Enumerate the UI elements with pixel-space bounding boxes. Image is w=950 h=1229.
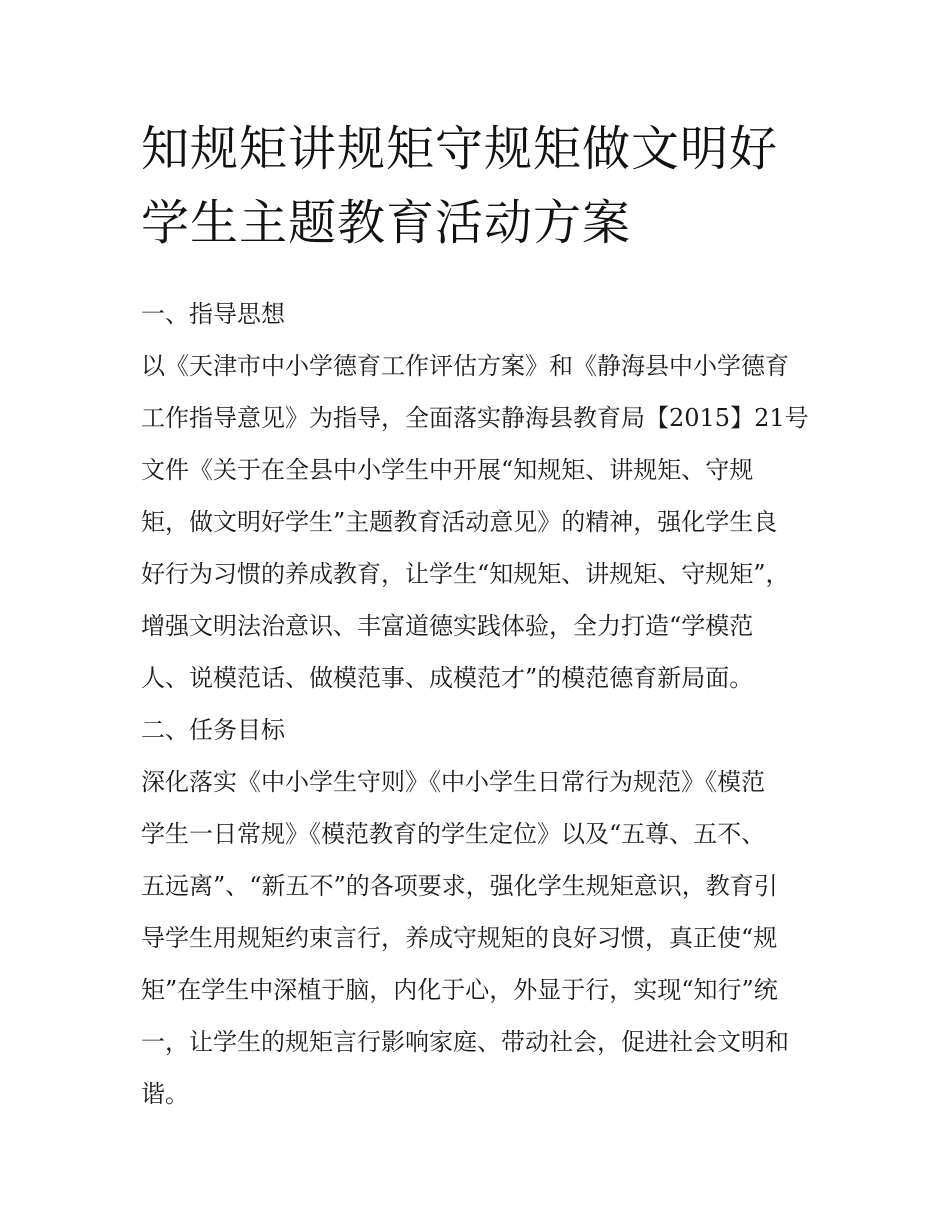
paragraph-line: 一，让学生的规矩言行影响家庭、带动社会，促进社会文明和	[141, 1028, 789, 1056]
section-paragraph	[141, 340, 813, 704]
paragraph-line: 人、说模范话、做模范事、成模范才”的模范德育新局面。	[141, 664, 754, 692]
section-paragraph	[141, 756, 813, 1120]
section-guiding-ideology	[141, 288, 813, 704]
paragraph-line: 导学生用规矩约束言行，养成守规矩的良好习惯，真正使“规	[141, 924, 778, 952]
paragraph-line: 文件《关于在全县中小学生中开展“知规矩、讲规矩、守规	[141, 456, 754, 484]
paragraph-line: 五远离”、“新五不”的各项要求，强化学生规矩意识，教育引	[141, 872, 778, 900]
document-content	[141, 112, 813, 1120]
paragraph-line: 深化落实《中小学生守则》《中小学生日常行为规范》《模范	[141, 768, 765, 796]
title-line: 知规矩讲规矩守规矩做文明好	[141, 121, 779, 177]
section-heading: 二、任务目标	[141, 716, 285, 744]
paragraph-line: 矩”在学生中深植于脑，内化于心，外显于行，实现“知行”统	[141, 976, 778, 1004]
document-title	[141, 112, 813, 260]
paragraph-line: 以《天津市中小学德育工作评估方案》和《静海县中小学德育	[141, 352, 789, 380]
paragraph-line: 增强文明法治意识、丰富道德实践体验，全力打造“学模范	[141, 612, 754, 640]
section-heading: 一、指导思想	[141, 300, 285, 328]
paragraph-line: 谐。	[141, 1080, 189, 1108]
section-task-goals	[141, 704, 813, 1120]
title-line: 学生主题教育活动方案	[141, 195, 632, 251]
paragraph-line: 工作指导意见》为指导，全面落实静海县教育局【2015】21号	[141, 404, 809, 432]
paragraph-line: 学生一日常规》《模范教育的学生定位》以及“五尊、五不、	[141, 820, 766, 848]
paragraph-line: 矩，做文明好学生”主题教育活动意见》的精神，强化学生良	[141, 508, 778, 536]
paragraph-line: 好行为习惯的养成教育，让学生“知规矩、讲规矩、守规矩”，	[141, 560, 790, 588]
